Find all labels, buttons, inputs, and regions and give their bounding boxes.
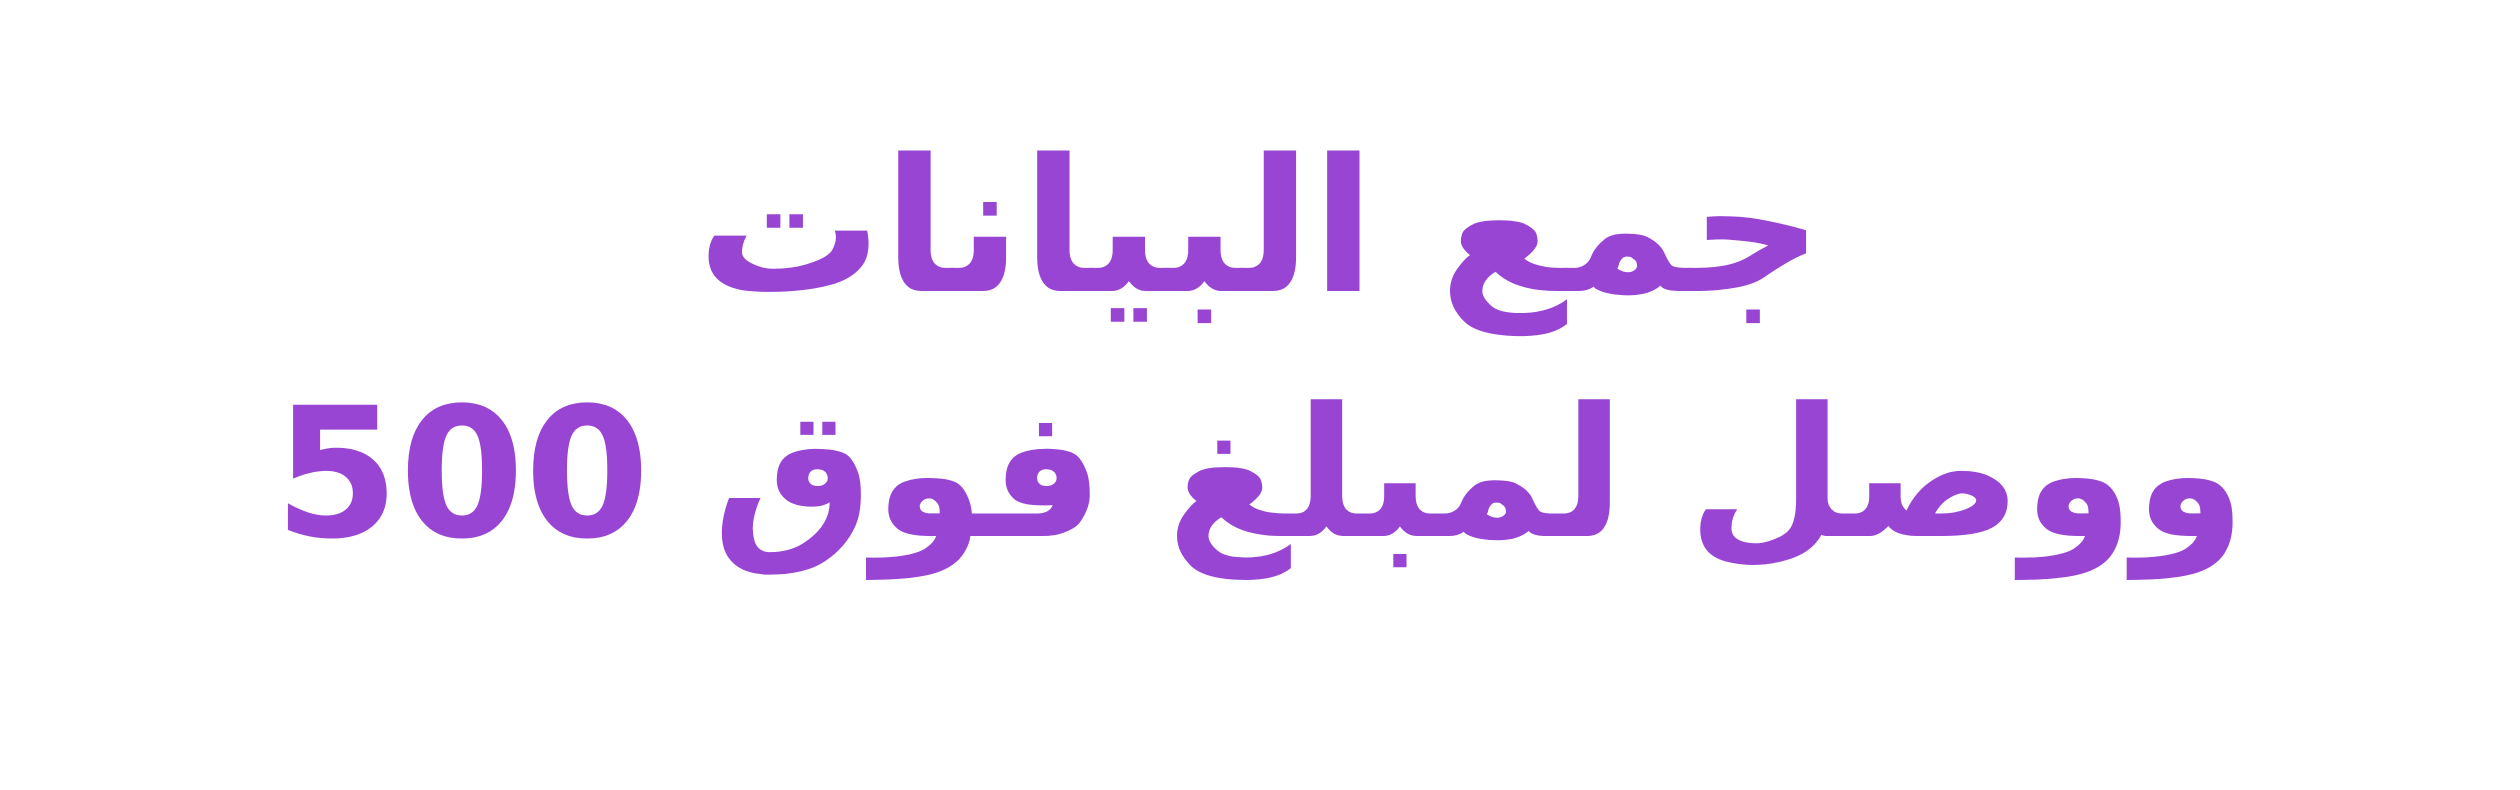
headline-line-1: جمع البيانات bbox=[696, 119, 1824, 335]
headline-line-2: ووصل لمبلغ فوق 500 bbox=[274, 370, 2246, 579]
